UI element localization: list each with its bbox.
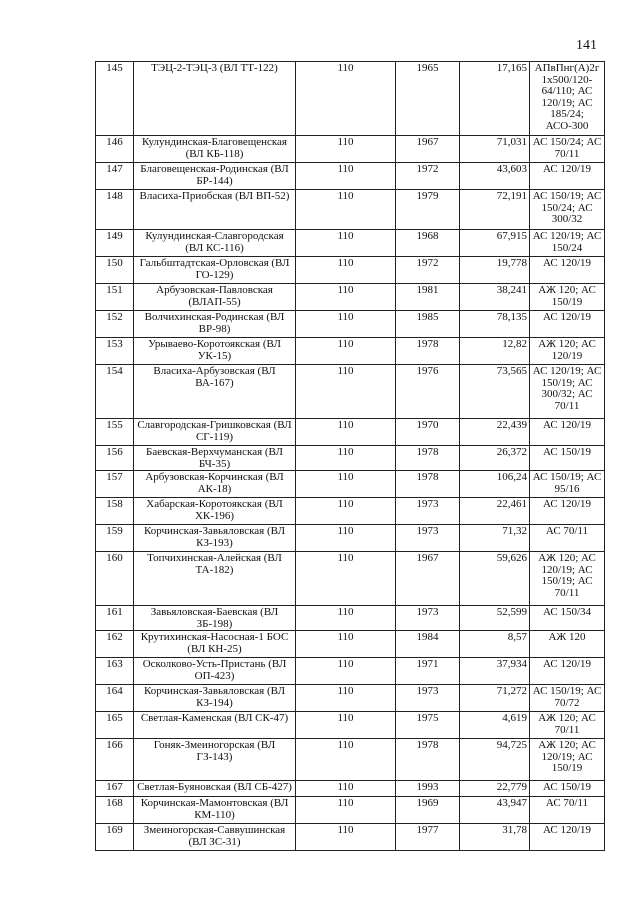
line-name: Арбузовская-Павловская (ВЛАП-55) <box>134 284 296 311</box>
year: 1978 <box>396 739 460 781</box>
length: 8,57 <box>460 631 530 658</box>
line-name: Крутихинская-Насосная-1 БОС (ВЛ КН-25) <box>134 631 296 658</box>
year: 1965 <box>396 62 460 136</box>
wire-type: АС 120/19; АС 150/24 <box>530 230 605 257</box>
length: 37,934 <box>460 658 530 685</box>
voltage: 110 <box>296 311 396 338</box>
row-number: 151 <box>96 284 134 311</box>
table-row <box>96 685 605 712</box>
year: 1979 <box>396 190 460 230</box>
row-number: 165 <box>96 712 134 739</box>
row-number: 166 <box>96 739 134 781</box>
wire-type: АЖ 120; АС 150/19 <box>530 284 605 311</box>
wire-type: АС 70/11 <box>530 525 605 552</box>
row-number: 164 <box>96 685 134 712</box>
table-row <box>96 824 605 851</box>
year: 1978 <box>396 446 460 471</box>
row-number: 160 <box>96 552 134 606</box>
line-name: Гоняк-Змеиногорская (ВЛ ГЗ-143) <box>134 739 296 781</box>
line-name: ТЭЦ-2-ТЭЦ-3 (ВЛ ТТ-122) <box>134 62 296 136</box>
wire-type: АС 120/19 <box>530 498 605 525</box>
year: 1973 <box>396 498 460 525</box>
voltage: 110 <box>296 606 396 631</box>
page-number: 141 <box>576 38 597 53</box>
table-row <box>96 230 605 257</box>
line-name: Власиха-Арбузовская (ВЛ ВА-167) <box>134 365 296 419</box>
length: 12,82 <box>460 338 530 365</box>
table-row <box>96 739 605 781</box>
voltage: 110 <box>296 781 396 797</box>
year: 1971 <box>396 658 460 685</box>
table-row <box>96 471 605 498</box>
line-name: Арбузовская-Корчинская (ВЛ АК-18) <box>134 471 296 498</box>
voltage: 110 <box>296 658 396 685</box>
voltage: 110 <box>296 797 396 824</box>
length: 19,778 <box>460 257 530 284</box>
line-name: Светлая-Буяновская (ВЛ СБ-427) <box>134 781 296 797</box>
year: 1972 <box>396 163 460 190</box>
row-number: 158 <box>96 498 134 525</box>
year: 1981 <box>396 284 460 311</box>
wire-type: АЖ 120 <box>530 631 605 658</box>
line-name: Кулундинская-Славгородская (ВЛ КС-116) <box>134 230 296 257</box>
year: 1984 <box>396 631 460 658</box>
voltage: 110 <box>296 552 396 606</box>
row-number: 156 <box>96 446 134 471</box>
wire-type: АС 120/19 <box>530 824 605 851</box>
line-name: Завьяловская-Баевская (ВЛ ЗБ-198) <box>134 606 296 631</box>
row-number: 169 <box>96 824 134 851</box>
length: 72,191 <box>460 190 530 230</box>
length: 94,725 <box>460 739 530 781</box>
wire-type: АС 150/24; АС 70/11 <box>530 136 605 163</box>
wire-type: АС 150/19 <box>530 781 605 797</box>
length: 78,135 <box>460 311 530 338</box>
length: 59,626 <box>460 552 530 606</box>
table-row <box>96 446 605 471</box>
year: 1972 <box>396 257 460 284</box>
table-row <box>96 781 605 797</box>
row-number: 152 <box>96 311 134 338</box>
row-number: 153 <box>96 338 134 365</box>
power-lines-table <box>95 61 605 851</box>
line-name: Волчихинская-Родинская (ВЛ ВР-98) <box>134 311 296 338</box>
line-name: Славгородская-Гришковская (ВЛ СГ-119) <box>134 419 296 446</box>
table-row <box>96 797 605 824</box>
length: 52,599 <box>460 606 530 631</box>
row-number: 150 <box>96 257 134 284</box>
line-name: Баевская-Верхчуманская (ВЛ БЧ-35) <box>134 446 296 471</box>
voltage: 110 <box>296 739 396 781</box>
line-name: Гальбштадтская-Орловская (ВЛ ГО-129) <box>134 257 296 284</box>
voltage: 110 <box>296 365 396 419</box>
line-name: Урываево-Коротоякская (ВЛ УК-15) <box>134 338 296 365</box>
length: 22,779 <box>460 781 530 797</box>
voltage: 110 <box>296 163 396 190</box>
year: 1978 <box>396 471 460 498</box>
table-row <box>96 606 605 631</box>
year: 1967 <box>396 136 460 163</box>
table-row <box>96 62 605 136</box>
length: 26,372 <box>460 446 530 471</box>
year: 1975 <box>396 712 460 739</box>
line-name: Кулундинская-Благовещенская (ВЛ КБ-118) <box>134 136 296 163</box>
wire-type: АС 150/19 <box>530 446 605 471</box>
voltage: 110 <box>296 446 396 471</box>
row-number: 159 <box>96 525 134 552</box>
length: 22,439 <box>460 419 530 446</box>
voltage: 110 <box>296 62 396 136</box>
row-number: 146 <box>96 136 134 163</box>
wire-type: АС 120/19; АС 150/19; АС 300/32; АС 70/11 <box>530 365 605 419</box>
line-name: Осколково-Усть-Пристань (ВЛ ОП-423) <box>134 658 296 685</box>
length: 43,947 <box>460 797 530 824</box>
year: 1985 <box>396 311 460 338</box>
year: 1969 <box>396 797 460 824</box>
table-row <box>96 284 605 311</box>
table-row <box>96 712 605 739</box>
line-name: Змеиногорская-Саввушинская (ВЛ ЗС-31) <box>134 824 296 851</box>
line-name: Хабарская-Коротоякская (ВЛ ХК-196) <box>134 498 296 525</box>
year: 1973 <box>396 525 460 552</box>
line-name: Благовещенская-Родинская (ВЛ БР-144) <box>134 163 296 190</box>
line-name: Топчихинская-Алейская (ВЛ ТА-182) <box>134 552 296 606</box>
voltage: 110 <box>296 338 396 365</box>
voltage: 110 <box>296 824 396 851</box>
row-number: 145 <box>96 62 134 136</box>
table-row <box>96 498 605 525</box>
table-row <box>96 631 605 658</box>
length: 22,461 <box>460 498 530 525</box>
wire-type: АЖ 120; АС 120/19; АС 150/19; АС 70/11 <box>530 552 605 606</box>
line-name: Корчинская-Завьяловская (ВЛ КЗ-193) <box>134 525 296 552</box>
voltage: 110 <box>296 471 396 498</box>
voltage: 110 <box>296 419 396 446</box>
wire-type: АС 150/19; АС 95/16 <box>530 471 605 498</box>
table-row <box>96 658 605 685</box>
length: 43,603 <box>460 163 530 190</box>
row-number: 162 <box>96 631 134 658</box>
length: 71,272 <box>460 685 530 712</box>
year: 1973 <box>396 685 460 712</box>
table-row <box>96 311 605 338</box>
wire-type: АС 150/19; АС 70/72 <box>530 685 605 712</box>
line-name: Корчинская-Завьяловская (ВЛ КЗ-194) <box>134 685 296 712</box>
length: 73,565 <box>460 365 530 419</box>
table-body <box>96 62 605 851</box>
year: 1973 <box>396 606 460 631</box>
table-row <box>96 257 605 284</box>
year: 1978 <box>396 338 460 365</box>
wire-type: АС 70/11 <box>530 797 605 824</box>
table-row <box>96 365 605 419</box>
row-number: 147 <box>96 163 134 190</box>
voltage: 110 <box>296 284 396 311</box>
wire-type: АЖ 120; АС 70/11 <box>530 712 605 739</box>
row-number: 149 <box>96 230 134 257</box>
voltage: 110 <box>296 257 396 284</box>
voltage: 110 <box>296 631 396 658</box>
wire-type: АС 120/19 <box>530 658 605 685</box>
year: 1970 <box>396 419 460 446</box>
voltage: 110 <box>296 136 396 163</box>
year: 1976 <box>396 365 460 419</box>
voltage: 110 <box>296 712 396 739</box>
voltage: 110 <box>296 525 396 552</box>
length: 71,031 <box>460 136 530 163</box>
table-row <box>96 552 605 606</box>
voltage: 110 <box>296 230 396 257</box>
row-number: 154 <box>96 365 134 419</box>
year: 1967 <box>396 552 460 606</box>
table-row <box>96 190 605 230</box>
row-number: 157 <box>96 471 134 498</box>
length: 17,165 <box>460 62 530 136</box>
voltage: 110 <box>296 190 396 230</box>
length: 38,241 <box>460 284 530 311</box>
wire-type: АПвПнг(А)2г 1х500/120-64/110; АС 120/19; АС 185/24; АСО-300 <box>530 62 605 136</box>
wire-type: АС 120/19 <box>530 419 605 446</box>
wire-type: АС 150/34 <box>530 606 605 631</box>
row-number: 155 <box>96 419 134 446</box>
row-number: 168 <box>96 797 134 824</box>
voltage: 110 <box>296 685 396 712</box>
line-name: Корчинская-Мамонтовская (ВЛ КМ-110) <box>134 797 296 824</box>
length: 31,78 <box>460 824 530 851</box>
year: 1968 <box>396 230 460 257</box>
table-row <box>96 163 605 190</box>
length: 67,915 <box>460 230 530 257</box>
year: 1993 <box>396 781 460 797</box>
length: 4,619 <box>460 712 530 739</box>
wire-type: АЖ 120; АС 120/19; АС 150/19 <box>530 739 605 781</box>
line-name: Власиха-Приобская (ВЛ ВП-52) <box>134 190 296 230</box>
table-row <box>96 136 605 163</box>
length: 106,24 <box>460 471 530 498</box>
line-name: Светлая-Каменская (ВЛ СК-47) <box>134 712 296 739</box>
voltage: 110 <box>296 498 396 525</box>
table-row <box>96 338 605 365</box>
wire-type: АС 150/19; АС 150/24; АС 300/32 <box>530 190 605 230</box>
wire-type: АС 120/19 <box>530 311 605 338</box>
wire-type: АЖ 120; АС 120/19 <box>530 338 605 365</box>
wire-type: АС 120/19 <box>530 257 605 284</box>
year: 1977 <box>396 824 460 851</box>
wire-type: АС 120/19 <box>530 163 605 190</box>
length: 71,32 <box>460 525 530 552</box>
table-row <box>96 525 605 552</box>
row-number: 148 <box>96 190 134 230</box>
row-number: 167 <box>96 781 134 797</box>
table-row <box>96 419 605 446</box>
row-number: 161 <box>96 606 134 631</box>
row-number: 163 <box>96 658 134 685</box>
